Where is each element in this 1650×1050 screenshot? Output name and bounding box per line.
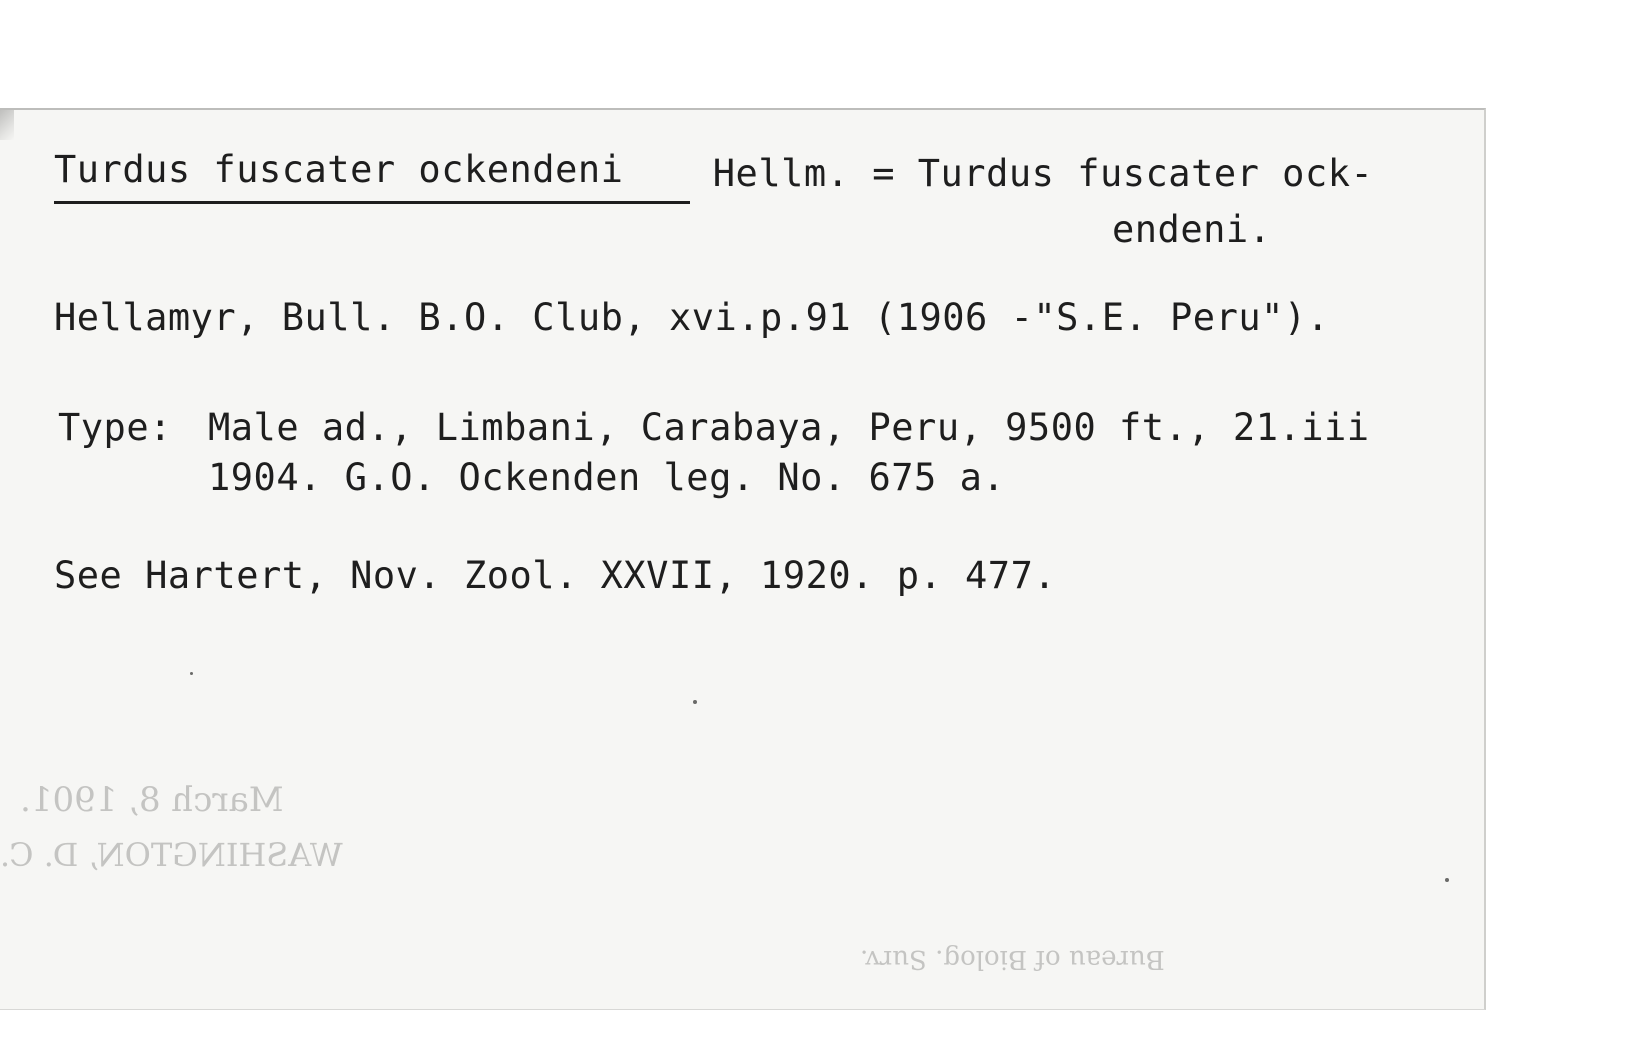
type-details-line2: 1904. G.O. Ockenden leg. No. 675 a. [208,456,1006,499]
card-title-synonym: Hellm. = Turdus fuscater ock- [690,152,1374,195]
card-title-continuation: endeni. [1112,208,1272,251]
speck [1445,878,1449,882]
speck [693,700,697,704]
reference-citation: Hellamyr, Bull. B.O. Club, xvi.p.91 (1906 -"S.E. Peru"). [54,296,1330,339]
see-also-citation: See Hartert, Nov. Zool. XXVII, 1920. p. 477. [54,554,1057,597]
speck [190,672,193,675]
card-title-underlined: Turdus fuscater ockendeni [54,148,624,191]
bleed-through-location: WASHINGTON, D. C. [0,836,343,874]
type-details-line1: Male ad., Limbani, Carabaya, Peru, 9500 ft., 21.iii [208,406,1370,449]
type-label: Type: [58,406,172,449]
title-underline [54,201,690,204]
bleed-through-bureau: Bureau of Biolog. Surv. [860,944,1165,974]
bleed-through-date: March 8, 1901. [20,780,284,820]
